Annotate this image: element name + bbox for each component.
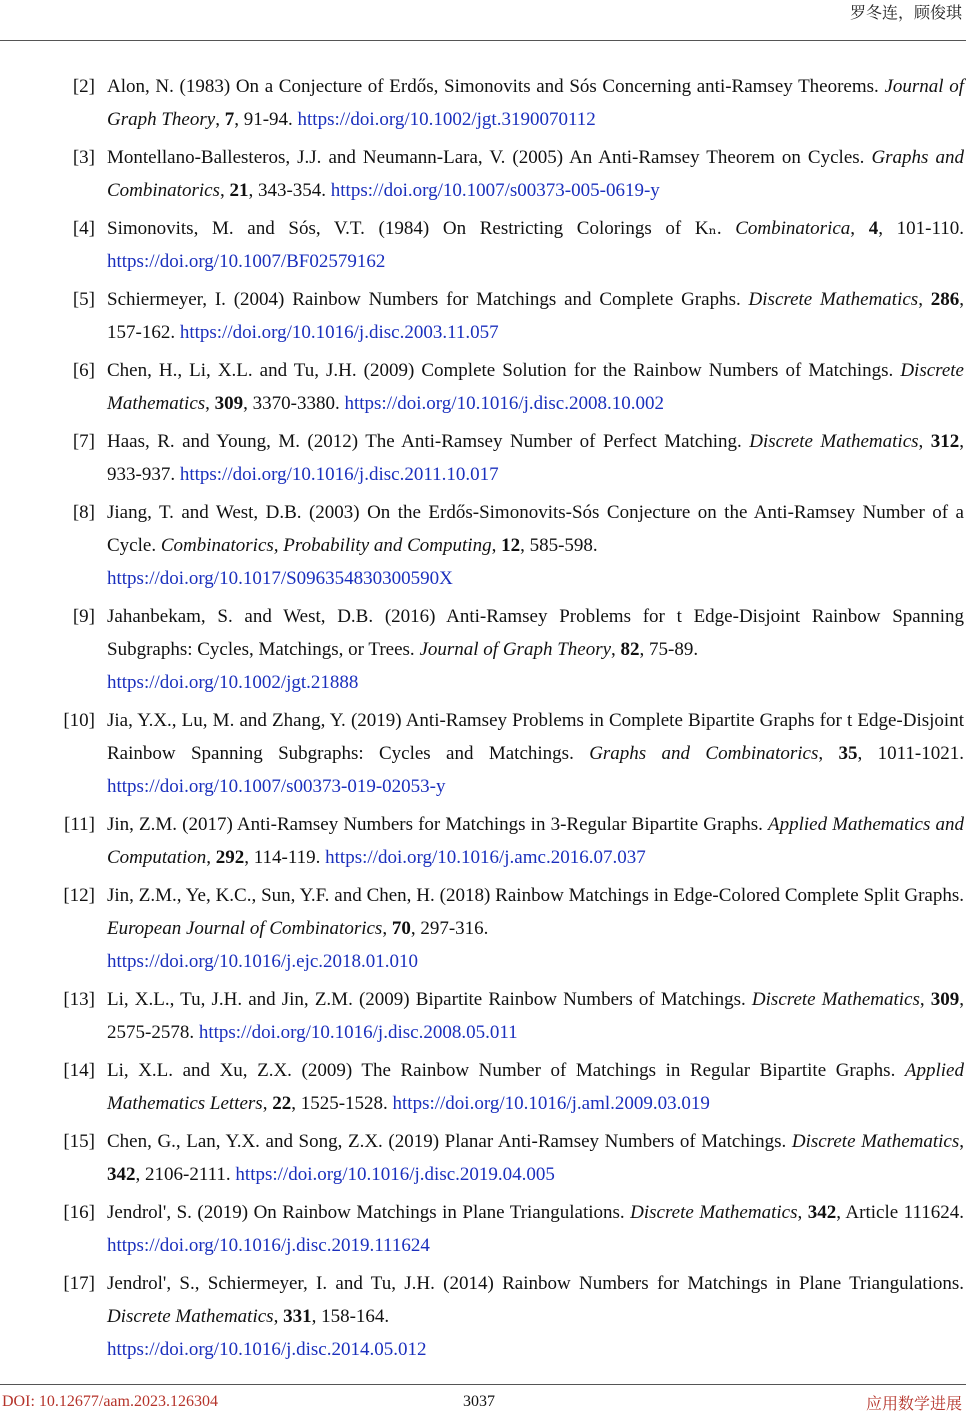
reference-item [0,808,964,874]
reference-journal: Journal of Graph Theory [107,76,964,130]
reference-volume: 342 [807,1202,837,1223]
reference-item [0,425,964,491]
reference-number: [6] [72,360,95,381]
reference-doi-link[interactable]: https://doi.org/10.1007/s00373-005-0619-y [330,180,660,201]
reference-journal: Discrete Mathematics [749,431,919,452]
reference-item [0,354,964,420]
reference-volume: 12 [501,535,521,556]
reference-doi-link[interactable]: https://doi.org/10.1002/jgt.3190070112 [297,109,596,130]
reference-item [0,1054,964,1120]
reference-volume: 292 [215,847,245,868]
reference-citation: Li, X.L., Tu, J.H. and Jin, Z.M. (2009) Bipartite Rainbow Numbers of Matchings. [107,989,752,1010]
reference-journal: Graphs and Combinatorics [107,147,964,201]
reference-text: Li, X.L., Tu, J.H. and Jin, Z.M. (2009) Bipartite Rainbow Numbers of Matchings. Discrete Mathematics, 309, 2575-2578. https://doi.org/10.1016/j.disc.2008.05.011 [107,989,964,1043]
reference-pages: , 75-89. [639,639,699,660]
reference-number: [7] [72,431,95,452]
reference-journal: Discrete Mathematics [791,1131,960,1152]
reference-pages: , 157-162. [107,289,965,343]
reference-number: [15] [63,1131,95,1152]
reference-journal: Graphs and Combinatorics [589,743,819,764]
reference-doi-link[interactable]: https://doi.org/10.1016/j.disc.2011.10.017 [179,464,499,485]
reference-journal: Discrete Mathematics [630,1202,798,1223]
reference-citation: Simonovits, M. and Sós, V.T. (1984) On Restricting Colorings of Kₙ. [107,218,736,239]
reference-citation: Chen, H., Li, X.L. and Tu, J.H. (2009) Complete Solution for the Rainbow Numbers of Matchings. [107,360,901,381]
reference-journal: Combinatorics, Probability and Computing [160,535,492,556]
reference-number: [8] [72,502,95,523]
reference-doi-link[interactable]: https://doi.org/10.1016/j.ejc.2018.01.010 [107,951,419,972]
reference-citation: Jin, Z.M. (2017) Anti-Ramsey Numbers for Matchings in 3-Regular Bipartite Graphs. [107,814,769,835]
page-footer [0,1384,966,1415]
reference-pages: , 1011-1021. [857,743,965,764]
reference-text: Schiermeyer, I. (2004) Rainbow Numbers for Matchings and Complete Graphs. Discrete Mathematics, 286, 157-162. https://doi.org/10.1016/j.disc.2003.11.057 [107,289,965,343]
reference-doi-link[interactable]: https://doi.org/10.1007/s00373-019-02053-y [107,776,446,797]
reference-item [0,983,964,1049]
reference-pages: , 158-164. [311,1306,390,1327]
reference-text: Montellano-Ballesteros, J.J. and Neumann-Lara, V. (2005) An Anti-Ramsey Theorem on Cycles. Graphs and Combinatorics, 21, 343-354. https://doi.org/10.1007/s00373-005-0619-y [107,147,964,201]
reference-volume: 331 [283,1306,312,1327]
reference-text: Simonovits, M. and Sós, V.T. (1984) On Restricting Colorings of Kₙ. Combinatorica, 4, 101-110. https://doi.org/10.1007/BF02579162 [107,218,965,272]
reference-volume: 312 [930,431,960,452]
reference-volume: 21 [229,180,249,201]
reference-doi-link[interactable]: https://doi.org/10.1016/j.disc.2014.05.012 [107,1339,427,1360]
reference-text: Jia, Y.X., Lu, M. and Zhang, Y. (2019) Anti-Ramsey Problems in Complete Bipartite Graphs for t Edge-Disjoint Rainbow Spanning Subgraphs: Cycles and Matchings. Graphs and Combinatorics, 35, 1011-1021. https://doi.org/10.1007/s00373-019-02053-y [107,710,965,797]
reference-number: [12] [63,885,95,906]
reference-number: [9] [72,606,95,627]
reference-doi-link[interactable]: https://doi.org/10.1016/j.disc.2019.04.005 [235,1164,555,1185]
reference-pages: , 114-119. [244,847,326,868]
reference-volume: 342 [107,1164,136,1185]
reference-volume: 309 [930,989,960,1010]
reference-citation: Jin, Z.M., Ye, K.C., Sun, Y.F. and Chen, H. (2018) Rainbow Matchings in Edge-Colored Complete Split Graphs. [107,885,964,906]
reference-citation: Alon, N. (1983) On a Conjecture of Erdős, Simonovits and Sós Concerning anti-Ramsey Theorems. [107,76,885,97]
reference-journal: Discrete Mathematics [107,1306,274,1327]
reference-journal: Applied Mathematics and Computation [107,814,964,868]
reference-number: [3] [72,147,95,168]
reference-doi-link[interactable]: https://doi.org/10.1007/BF02579162 [107,251,386,272]
reference-text: Jiang, T. and West, D.B. (2003) On the Erdős-Simonovits-Sós Conjecture on the Anti-Ramsey Number of a Cycle. Combinatorics, Probability and Computing, 12, 585-598. https://doi.org/10.1017/S096354830300590X [107,502,964,589]
reference-volume: 70 [391,918,411,939]
reference-item [0,283,964,349]
reference-number: [10] [63,710,95,731]
reference-item [0,1125,964,1191]
reference-text: Li, X.L. and Xu, Z.X. (2009) The Rainbow Number of Matchings in Regular Bipartite Graphs. Applied Mathematics Letters, 22, 1525-1528. https://doi.org/10.1016/j.aml.2009.03.019 [107,1060,964,1114]
reference-text: Haas, R. and Young, M. (2012) The Anti-Ramsey Number of Perfect Matching. Discrete Mathematics, 312, 933-937. https://doi.org/10.1016/j.disc.2011.10.017 [107,431,965,485]
reference-list [0,70,966,1371]
footer-journal-name: 应用数学进展 [865,1394,962,1413]
reference-pages: , 585-598. [520,535,598,556]
reference-volume: 4 [868,218,879,239]
reference-pages: , 933-937. [107,431,965,485]
reference-journal: Discrete Mathematics [107,360,964,414]
reference-text: Jin, Z.M., Ye, K.C., Sun, Y.F. and Chen, H. (2018) Rainbow Matchings in Edge-Colored Complete Split Graphs. European Journal of Combinatorics, 70, 297-316. https://doi.org/10.1016/j.ejc.2018.01.010 [107,885,964,972]
reference-item [0,600,964,699]
reference-item [0,1267,964,1366]
reference-item [0,879,964,978]
reference-doi-link[interactable]: https://doi.org/10.1016/j.disc.2019.111624 [107,1235,430,1256]
reference-text: Jendrol', S. (2019) On Rainbow Matchings in Plane Triangulations. Discrete Mathematics, 342, Article 111624. https://doi.org/10.1016/j.disc.2019.111624 [107,1202,965,1256]
reference-volume: 35 [838,743,858,764]
reference-item [0,704,964,803]
reference-pages: , 297-316. [410,918,489,939]
reference-number: [14] [63,1060,95,1081]
reference-pages: , 1525-1528. [291,1093,393,1114]
reference-journal: Journal of Graph Theory [419,639,612,660]
reference-pages: , 3370-3380. [243,393,345,414]
reference-doi-link[interactable]: https://doi.org/10.1016/j.disc.2008.10.002 [344,393,664,414]
reference-volume: 286 [930,289,960,310]
reference-doi-link[interactable]: https://doi.org/10.1016/j.disc.2003.11.057 [179,322,499,343]
reference-text: Chen, G., Lan, Y.X. and Song, Z.X. (2019) Planar Anti-Ramsey Numbers of Matchings. Discrete Mathematics, 342, 2106-2111. https://doi.org/10.1016/j.disc.2019.04.005 [107,1131,964,1185]
reference-number: [17] [63,1273,95,1294]
reference-citation: Jendrol', S., Schiermeyer, I. and Tu, J.H. (2014) Rainbow Numbers for Matchings in Plane Triangulations. [107,1273,964,1294]
header-authors: 罗冬连，顾俊琪 [849,3,962,22]
reference-text: Jahanbekam, S. and West, D.B. (2016) Anti-Ramsey Problems for t Edge-Disjoint Rainbow Spanning Subgraphs: Cycles, Matchings, or Trees. Journal of Graph Theory, 82, 75-89. https://doi.org/10.1002/jgt.21888 [107,606,964,693]
reference-item [0,141,964,207]
reference-number: [5] [72,289,95,310]
reference-item [0,1196,964,1262]
reference-journal: Discrete Mathematics [751,989,920,1010]
reference-pages: , 101-110. [878,218,965,239]
reference-citation: Jiang, T. and West, D.B. (2003) On the Erdős-Simonovits-Sós Conjecture on the Anti-Ramsey Number of a Cycle. [107,502,964,556]
reference-text: Chen, H., Li, X.L. and Tu, J.H. (2009) Complete Solution for the Rainbow Numbers of Matchings. Discrete Mathematics, 309, 3370-3380. https://doi.org/10.1016/j.disc.2008.10.002 [107,360,964,414]
reference-volume: 309 [214,393,244,414]
reference-item [0,70,964,136]
reference-volume: 82 [620,639,640,660]
reference-volume: 7 [224,109,235,130]
reference-pages: , Article 111624. [836,1202,965,1223]
reference-pages: , 2106-2111. [135,1164,236,1185]
footer-doi[interactable]: DOI: 10.12677/aam.2023.126304 [2,1393,218,1410]
reference-citation: Montellano-Ballesteros, J.J. and Neumann-Lara, V. (2005) An Anti-Ramsey Theorem on Cycles. [107,147,872,168]
reference-doi-link[interactable]: https://doi.org/10.1016/j.amc.2016.07.037 [325,847,646,868]
reference-doi-link[interactable]: https://doi.org/10.1016/j.aml.2009.03.019 [392,1093,710,1114]
reference-number: [4] [72,218,95,239]
reference-citation: Jia, Y.X., Lu, M. and Zhang, Y. (2019) Anti-Ramsey Problems in Complete Bipartite Graphs for t Edge-Disjoint Rainbow Spanning Subgraphs: Cycles and Matchings. [107,710,964,764]
reference-number: [13] [63,989,95,1010]
reference-number: [2] [72,76,95,97]
reference-pages: , 91-94. [234,109,298,130]
reference-journal: Discrete Mathematics [748,289,919,310]
reference-citation: Li, X.L. and Xu, Z.X. (2009) The Rainbow Number of Matchings in Regular Bipartite Graphs. [107,1060,905,1081]
reference-journal: European Journal of Combinatorics [107,918,383,939]
reference-journal: Combinatorica [735,218,851,239]
reference-pages: , 2575-2578. [107,989,964,1043]
reference-volume: 22 [272,1093,292,1114]
reference-number: [11] [64,814,95,835]
reference-citation: Jendrol', S. (2019) On Rainbow Matchings in Plane Triangulations. [107,1202,631,1223]
reference-journal: Applied Mathematics Letters [107,1060,964,1114]
reference-number: [16] [63,1202,95,1223]
reference-citation: Chen, G., Lan, Y.X. and Song, Z.X. (2019) Planar Anti-Ramsey Numbers of Matchings. [107,1131,792,1152]
reference-doi-link[interactable]: https://doi.org/10.1002/jgt.21888 [107,672,359,693]
reference-citation: Schiermeyer, I. (2004) Rainbow Numbers for Matchings and Complete Graphs. [107,289,749,310]
reference-item [0,496,964,595]
reference-text: Jendrol', S., Schiermeyer, I. and Tu, J.H. (2014) Rainbow Numbers for Matchings in Plane Triangulations. Discrete Mathematics, 331, 158-164. https://doi.org/10.1016/j.disc.2014.05.012 [107,1273,964,1360]
reference-text: Jin, Z.M. (2017) Anti-Ramsey Numbers for Matchings in 3-Regular Bipartite Graphs. Applied Mathematics and Computation, 292, 114-119. https://doi.org/10.1016/j.amc.2016.07.037 [107,814,964,868]
page-number: 3037 [463,1393,495,1410]
reference-text: Alon, N. (1983) On a Conjecture of Erdős, Simonovits and Sós Concerning anti-Ramsey Theorems. Journal of Graph Theory, 7, 91-94. https://doi.org/10.1002/jgt.3190070112 [107,76,964,130]
reference-item [0,212,964,278]
reference-pages: , 343-354. [248,180,331,201]
reference-citation: Jahanbekam, S. and West, D.B. (2016) Anti-Ramsey Problems for t Edge-Disjoint Rainbow Spanning Subgraphs: Cycles, Matchings, or Trees. [107,606,964,660]
reference-citation: Haas, R. and Young, M. (2012) The Anti-Ramsey Number of Perfect Matching. [107,431,750,452]
reference-doi-link[interactable]: https://doi.org/10.1017/S096354830300590X [107,568,453,589]
reference-doi-link[interactable]: https://doi.org/10.1016/j.disc.2008.05.011 [198,1022,518,1043]
page-header [0,0,966,41]
